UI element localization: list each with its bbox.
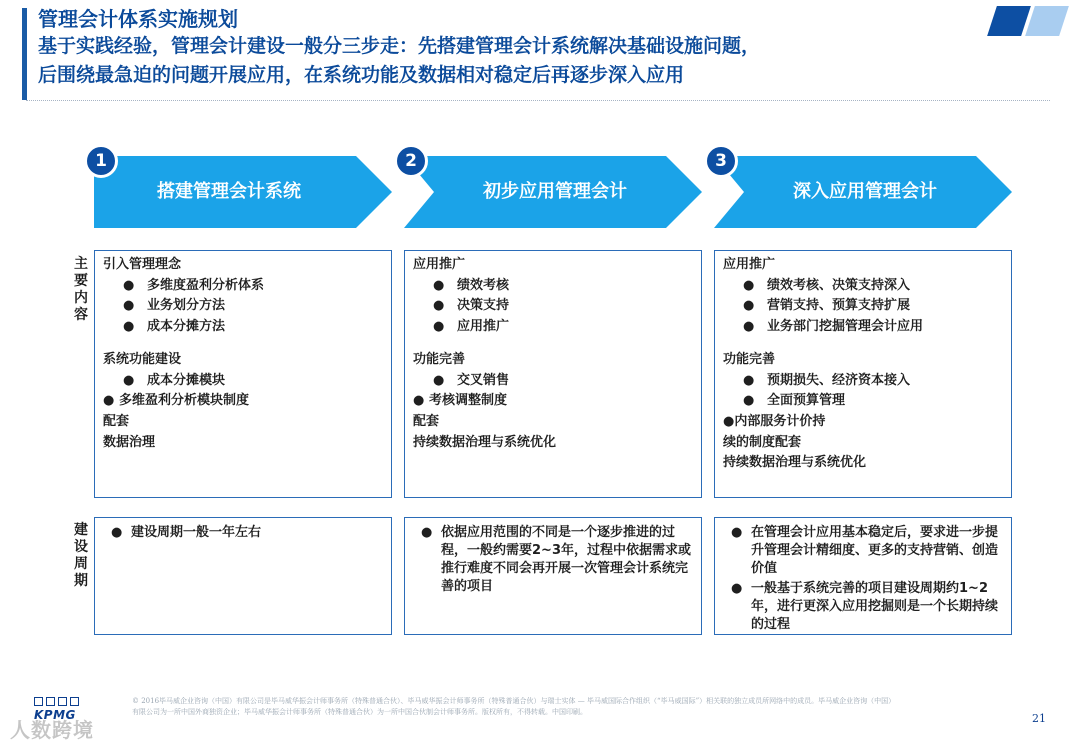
title-line-1: 管理会计体系实施规划 — [38, 7, 238, 31]
section-heading: 系统功能建设 — [103, 351, 182, 367]
list-item: ● 绩效考核 — [433, 277, 510, 293]
section-heading: 功能完善 — [723, 351, 776, 367]
row-label-period: 建设周期 — [74, 522, 88, 589]
text-line: 数据治理 — [103, 434, 156, 450]
title-divider — [26, 100, 1050, 101]
content-box-step-3 — [714, 250, 1012, 498]
kpmg-logo: KPMG — [34, 708, 76, 722]
step-2-label: 初步应用管理会计 — [483, 181, 627, 202]
period-box-step-1 — [94, 517, 392, 635]
list-item: ● 绩效考核、决策支持深入 — [743, 277, 911, 293]
section-heading: 引入管理理念 — [103, 257, 182, 272]
step-2-badge: 2 — [394, 144, 428, 178]
section-heading: 应用推广 — [723, 257, 776, 272]
step-1-label: 搭建管理会计系统 — [157, 181, 301, 202]
brand-square-dark-icon — [987, 6, 1031, 36]
list-item: ● 全面预算管理 — [743, 393, 846, 409]
period-box-step-3 — [714, 517, 1012, 635]
list-item: ● 考核调整制度 — [413, 393, 508, 409]
section-heading: 应用推广 — [413, 257, 466, 272]
text-line: 续的制度配套 — [723, 434, 802, 450]
step-3-label: 深入应用管理会计 — [793, 181, 937, 202]
list-item: ● 多维度盈利分析体系 — [123, 277, 265, 293]
text-line: 配套 — [103, 413, 130, 429]
text-line: 持续数据治理与系统优化 — [723, 455, 867, 471]
step-3-arrow — [714, 156, 1012, 228]
kpmg-logo-boxes-icon — [34, 697, 79, 706]
content-box-step-1 — [94, 250, 392, 498]
page-title — [38, 6, 938, 90]
page-number: 21 — [1032, 712, 1046, 725]
footer-disclaimer: © 2016毕马威企业咨询（中国）有限公司是毕马威华振会计师事务所（特殊普通合伙）、毕马威华振会计师事务所（特殊普通合伙）与瑞士实体 — 毕马威国际合作组织（“毕马威国际”）相关联的独立成员所网络中的成员。毕马威企业咨询（中国） 有限公司为一所中国外商独资企业；毕马威华振会计师事务所（特殊普通合伙）为一所中国合伙制会计师事务所。版权所有，不得转载。中国印刷。 — [132, 697, 896, 716]
list-item: ● 预期损失、经济资本接入 — [743, 372, 911, 388]
watermark: 人数跨境 — [10, 718, 94, 742]
text-line: ●内部服务计价持 — [723, 413, 826, 429]
text-line: 配套 — [413, 413, 440, 429]
step-2-arrow — [404, 156, 702, 228]
content-box-step-2 — [404, 250, 702, 498]
text-line: 持续数据治理与系统优化 — [413, 434, 557, 450]
list-item: ● 在管理会计应用基本稳定后，要求进一步提升管理会计精细度、更多的支持营销、创造价值 — [731, 525, 999, 576]
step-1-arrow — [94, 156, 392, 228]
brand-square-light-icon — [1025, 6, 1069, 36]
list-item: ● 营销支持、预算支持扩展 — [743, 298, 911, 314]
title-line-3: 后围绕最急迫的问题开展应用，在系统功能及数据相对稳定后再逐步深入应用 — [38, 64, 685, 86]
list-item: ● 依据应用范围的不同是一个逐步推进的过程，一般约需要2~3年，过程中依据需求或推行难度不同会再开展一次管理会计系统完善的项目 — [421, 525, 691, 594]
list-item: ● 决策支持 — [433, 298, 510, 314]
list-item: ● 应用推广 — [433, 319, 510, 335]
list-item: ● 交叉销售 — [433, 372, 510, 388]
list-item: ● 成本分摊方法 — [123, 319, 226, 335]
row-label-content: 主要内容 — [74, 256, 88, 323]
list-item: ● 业务部门挖掘管理会计应用 — [743, 319, 924, 335]
period-box-step-2 — [404, 517, 702, 635]
list-item: ● 业务划分方法 — [123, 298, 226, 314]
list-item: ● 成本分摊模块 — [123, 372, 226, 388]
title-line-2: 基于实践经验，管理会计建设一般分三步走：先搭建管理会计系统解决基础设施问题， — [38, 35, 761, 57]
section-heading: 功能完善 — [413, 351, 466, 367]
list-item: ● 多维盈利分析模块制度 — [103, 393, 250, 409]
title-accent-bar — [22, 8, 27, 100]
list-item: ● 一般基于系统完善的项目建设周期约1~2年，进行更深入应用挖掘则是一个长期持续的过程 — [731, 581, 999, 632]
step-3-badge: 3 — [704, 144, 738, 178]
list-item: ● 建设周期一般一年左右 — [111, 525, 262, 540]
step-1-badge: 1 — [84, 144, 118, 178]
